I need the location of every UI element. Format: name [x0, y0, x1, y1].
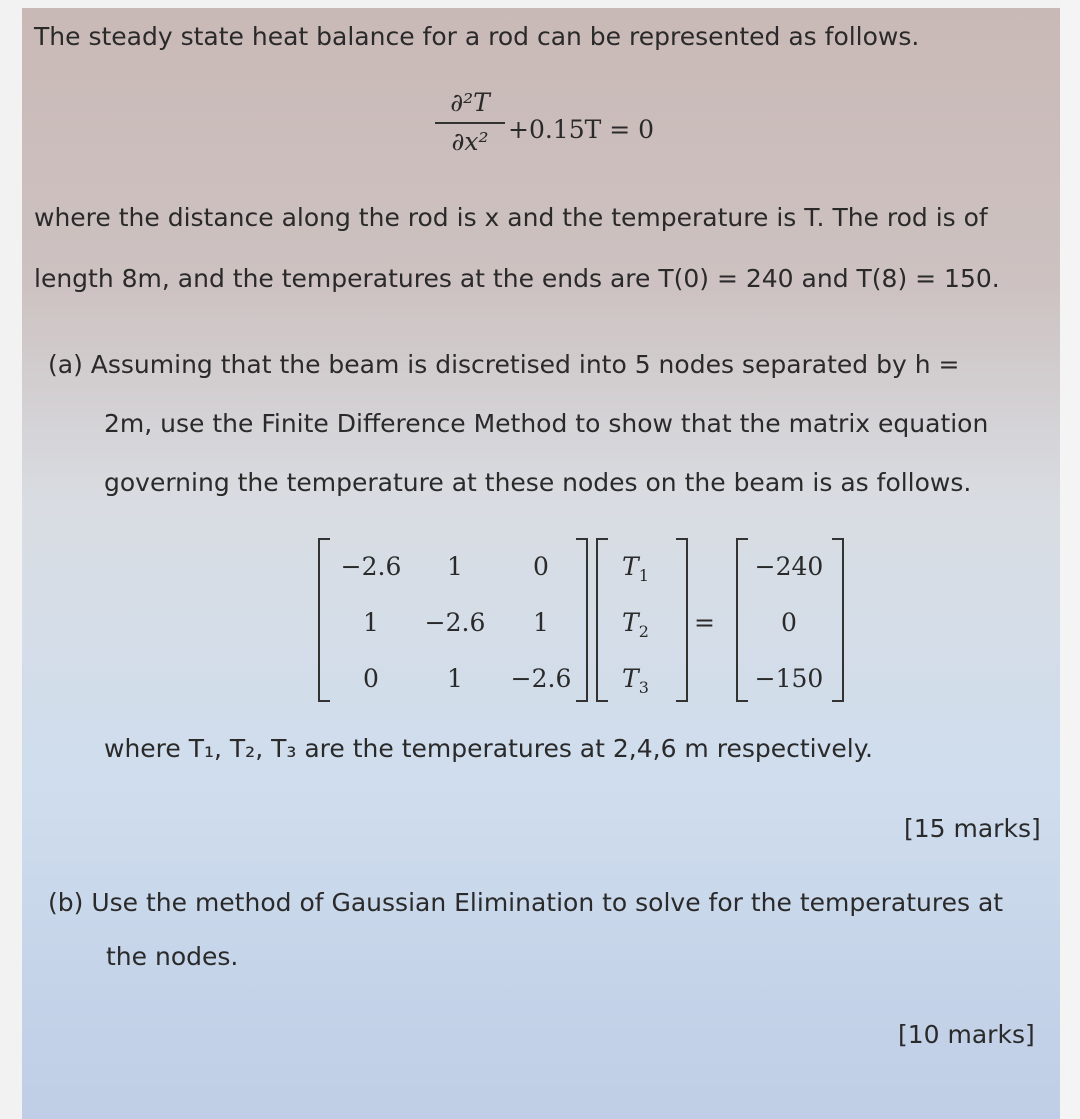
matrix-cell: 1 [447, 552, 463, 581]
desc-line-1: where the distance along the rod is x and the temperature is T. The rod is of [34, 203, 988, 232]
matrix-cell: 1 [363, 608, 379, 637]
page-edge [1060, 0, 1080, 1119]
fraction-bar [435, 122, 505, 124]
where-line: where T₁, T₂, T₃ are the temperatures at 2,4,6 m respectively. [104, 734, 873, 763]
part-b-line-1: (b) Use the method of Gaussian Elimination to solve for the temperatures at [48, 888, 1004, 917]
part-a-line-2: 2m, use the Finite Difference Method to show that the matrix equation [104, 409, 989, 438]
part-a-line-3: governing the temperature at these nodes on the beam is as follows. [104, 468, 972, 497]
part-b-marks: [10 marks] [898, 1020, 1035, 1049]
vector-entry: $T_1$ [622, 552, 649, 585]
pde-fraction [435, 88, 505, 156]
matrix-cell: 1 [447, 664, 463, 693]
vector-entry: $T_3$ [622, 664, 649, 697]
rhs-entry: −240 [754, 552, 824, 581]
vector-right-bracket [676, 538, 688, 702]
part-b-line-2: the nodes. [106, 942, 239, 971]
rhs-entry: −150 [754, 664, 824, 693]
pde-numerator: ∂²T [450, 88, 490, 117]
intro-line: The steady state heat balance for a rod can be represented as follows. [34, 22, 920, 51]
desc-line-2: length 8m, and the temperatures at the ends are T(0) = 240 and T(8) = 150. [34, 264, 1000, 293]
matrix-cell: 0 [533, 552, 549, 581]
matrix-cell: 1 [533, 608, 549, 637]
part-a-marks: [15 marks] [904, 814, 1041, 843]
matrix-cell: 0 [363, 664, 379, 693]
matrix-cell: −2.6 [340, 552, 402, 581]
vector-left-bracket [596, 538, 608, 702]
matrix-cell: −2.6 [510, 664, 572, 693]
vector-entry: $T_2$ [622, 608, 649, 641]
matrix-cell: −2.6 [424, 608, 486, 637]
rhs-entry: 0 [781, 608, 797, 637]
pde-denominator: ∂x² [451, 127, 489, 156]
pde-rest: +0.15T = 0 [508, 115, 655, 144]
equals-sign: = [694, 608, 715, 637]
part-a-line-1: (a) Assuming that the beam is discretised into 5 nodes separated by h = [48, 350, 960, 379]
